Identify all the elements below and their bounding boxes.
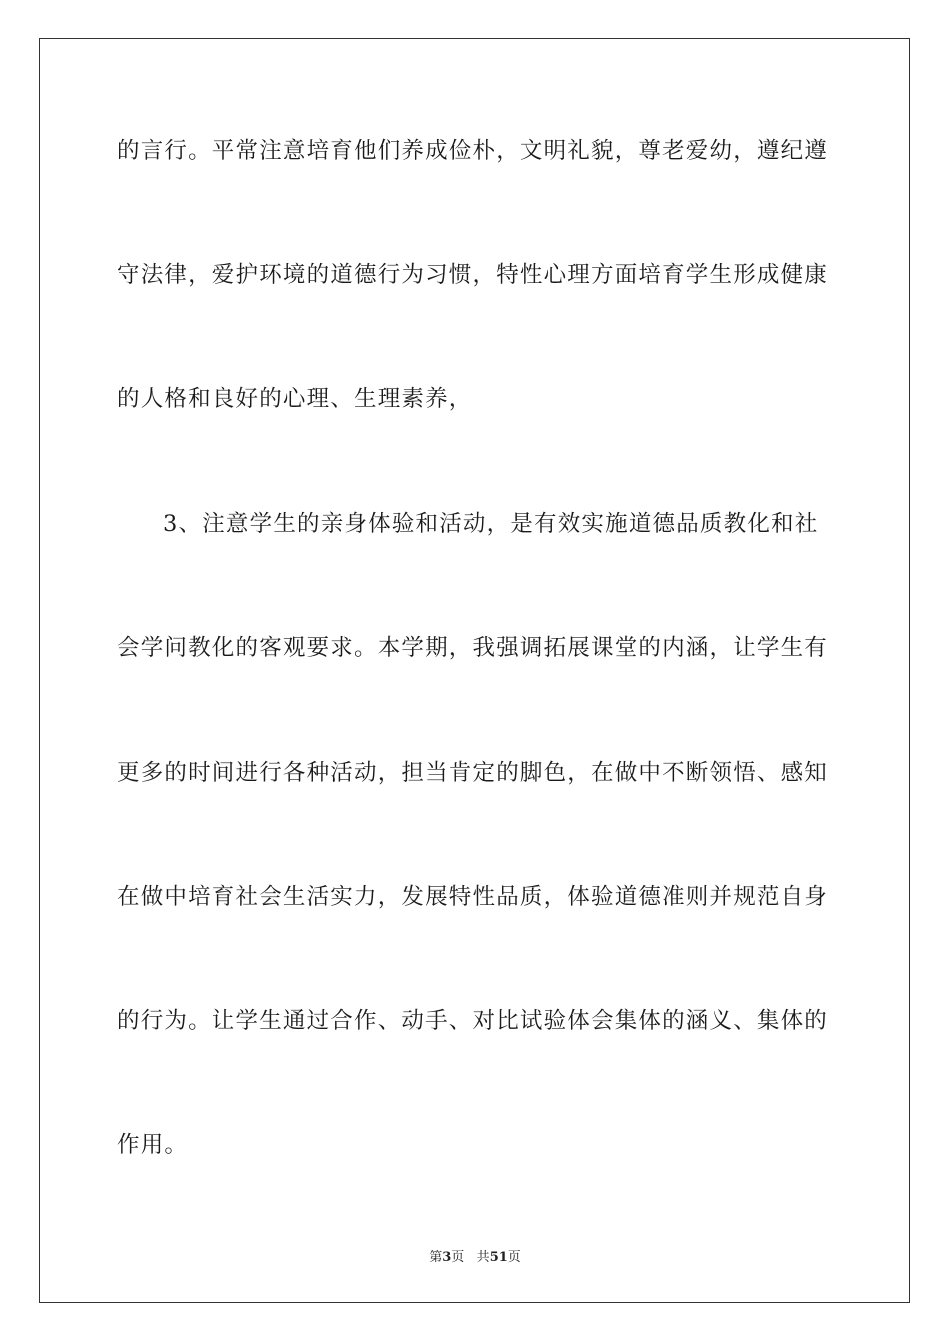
paragraph-first-line: 3、注意学生的亲身体验和活动，是有效实施道德品质教化和社 (163, 511, 819, 537)
page-number: 3 (442, 1250, 452, 1265)
page-prefix: 第 (429, 1250, 443, 1265)
body-text-line: 会学问教化的客观要求。本学期，我强调拓展课堂的内涵，让学生有 (117, 635, 829, 661)
total-prefix: 共 (476, 1250, 490, 1265)
body-text-line: 守法律，爱护环境的道德行为习惯，特性心理方面培育学生形成健康 (117, 262, 829, 288)
body-text-line: 的行为。让学生通过合作、动手、对比试验体会集体的涵义、集体的 (117, 1008, 829, 1034)
total-pages: 51 (489, 1250, 508, 1265)
page-border (39, 38, 910, 1303)
body-text-line: 在做中培育社会生活实力，发展特性品质，体验道德准则并规范自身 (117, 884, 829, 910)
body-text-line: 的人格和良好的心理、生理素养， (117, 386, 473, 412)
total-suffix: 页 (507, 1250, 521, 1265)
page-suffix: 页 (451, 1250, 465, 1265)
page-footer (0, 1246, 950, 1265)
body-text-line: 的言行。平常注意培育他们养成俭朴，文明礼貌，尊老爱幼，遵纪遵 (117, 138, 829, 164)
body-text-line: 作用。 (117, 1132, 189, 1158)
body-text-line: 更多的时间进行各种活动，担当肯定的脚色，在做中不断领悟、感知 (117, 760, 829, 786)
